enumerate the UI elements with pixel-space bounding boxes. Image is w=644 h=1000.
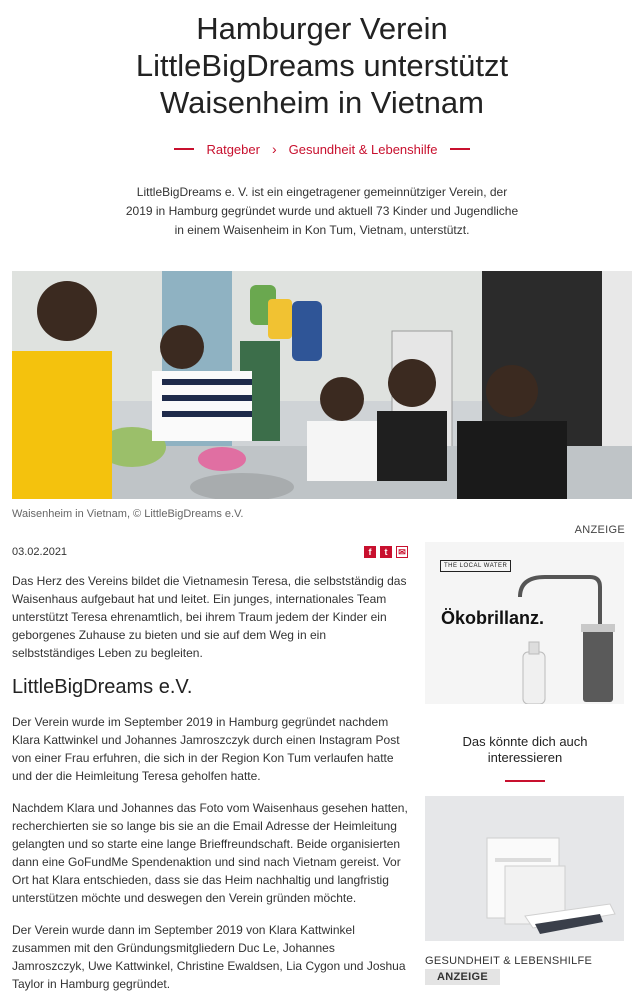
mail-icon[interactable]: ✉ [396, 546, 408, 558]
publish-date: 03.02.2021 [12, 546, 68, 558]
page-title [0, 0, 644, 121]
faucet-illustration [425, 542, 624, 704]
title-line-2: LittleBigDreams unterstützt [135, 48, 509, 83]
ad-label: ANZEIGE [574, 524, 625, 536]
breadcrumb-rule-right [450, 148, 470, 150]
product-box-illustration [425, 796, 624, 941]
related-heading: Das könnte dich auch interessieren [462, 734, 588, 765]
section-heading: LittleBigDreams e.V. [12, 676, 193, 698]
paragraph-2: Der Verein wurde im September 2019 in Hamburg gegründet nachdem Klara Kattwinkel und Johannes Jamroszczyk durch einen Instagram Post von einer Frau erfuhren, die sich in der Region Kon Tum verlaufen hatte und der die Heimleitung Teresa geholfen hatte. [12, 715, 400, 783]
breadcrumb-section-link[interactable]: Ratgeber [206, 141, 260, 157]
breadcrumb [0, 141, 644, 157]
paragraph-4: Der Verein wurde dann im September 2019 von Klara Kattwinkel zusammen mit den Gründungsmitgliedern Duc Le, Johannes Jamroszczyk, Uwe Kattwinkel, Christine Ewaldsen, Lia Cygon und Joshua Taylor in Hamburg gegründet. [12, 923, 406, 991]
related-article-image[interactable] [425, 796, 624, 941]
related-divider [505, 780, 545, 782]
ad-brand-logo: THE LOCAL WATER [440, 560, 511, 572]
related-ad-badge: ANZEIGE [425, 969, 500, 985]
hero-image [12, 271, 632, 499]
facebook-icon[interactable]: f [364, 546, 376, 558]
paragraph-3: Nachdem Klara und Johannes das Foto vom Waisenhaus gesehen hatten, recherchierten sie so lange bis sie an die Email Adresse der Heimleitung gelangten und so starte eine lange Brieffreundschaft. Beide organisierten dann eine GoFundMe Spendenaktion und sind nach Vietnam gereist. Vor Ort hat Klara entschieden, dass sie das Heim nachhaltig und langfristig unterstützen möchte und deswegen den Verein gründen möchte. [12, 801, 408, 905]
article-meta [12, 546, 408, 558]
twitter-icon[interactable]: t [380, 546, 392, 558]
ad-banner[interactable] [425, 542, 624, 704]
related-category[interactable]: GESUNDHEIT & LEBENSHILFE [425, 955, 593, 967]
article-lead: LittleBigDreams e. V. ist ein eingetragener gemeinnütziger Verein, der 2019 in Hamburg gegründet wurde und aktuell 73 Kinder und Jugendliche in einem Waisenheim in Kon Tum, Vietnam, unterstützt. [125, 185, 519, 237]
breadcrumb-category-link[interactable]: Gesundheit & Lebenshilfe [288, 141, 438, 157]
breadcrumb-rule-left [174, 148, 194, 150]
hero-photo-illustration [12, 271, 632, 499]
paragraph-1: Das Herz des Vereins bildet die Vietnamesin Teresa, die selbstständig das Waisenhaus aufgebaut hat und leitet. Ein junges, internationales Team unterstützt Teresa ehrenamtlich, bei ihrem Traum jedem der Kinder ein geborgenes Zuhause zu bieten und sie auf dem Weg in ein selbstständiges Leben zu begleiten. [12, 574, 407, 660]
ad-slogan: Ökobrillanz. [441, 608, 545, 628]
title-line-3: Waisenheim in Vietnam [160, 85, 484, 120]
title-line-1: Hamburger Verein [196, 11, 448, 46]
article-body [12, 524, 408, 993]
sidebar [425, 524, 625, 993]
share-bar [364, 546, 408, 558]
image-caption: Waisenheim in Vietnam, © LittleBigDreams e.V. [12, 508, 244, 520]
chevron-right-icon: › [271, 141, 277, 157]
